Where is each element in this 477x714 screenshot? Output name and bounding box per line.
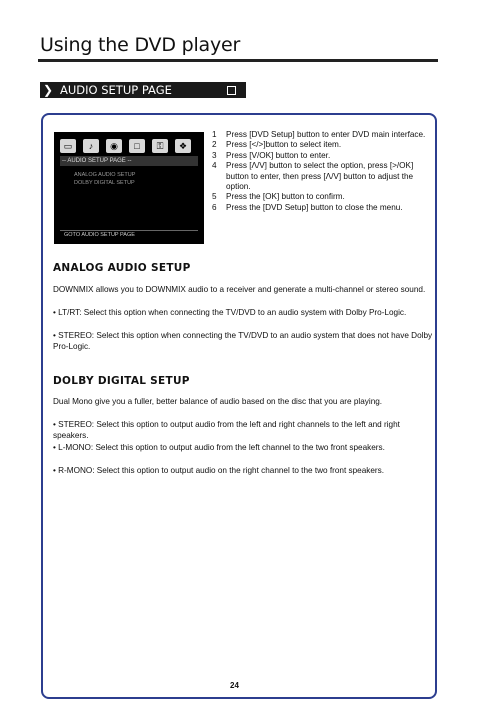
analog-bullet-ltrt: • LT/RT: Select this option when connecting the TV/DVD to an audio system with Dolby Pro-Logic. (53, 308, 407, 317)
osd-header: -- AUDIO SETUP PAGE -- (60, 156, 198, 166)
osd-menu-item-dolby: DOLBY DIGITAL SETUP (74, 180, 135, 186)
tv-icon: ▭ (60, 139, 76, 153)
square-icon (227, 86, 236, 95)
step-item: 4 Press [Λ/V] button to select the option, press [>/OK] button to enter, then press [Λ/V] button to adjust the option. (212, 161, 414, 192)
step-item: 1 Press [DVD Setup] button to enter DVD main interface. (212, 130, 426, 139)
dolby-intro: Dual Mono give you a fuller, better balance of audio based on the disc that you are playing. (53, 397, 383, 406)
page-title: Using the DVD player (40, 34, 241, 56)
step-item: 5 Press the [OK] button to confirm. (212, 192, 345, 202)
osd-icon-row (60, 138, 200, 154)
dolby-icon: ◉ (106, 139, 122, 153)
dolby-digital-heading: DOLBY DIGITAL SETUP (53, 375, 190, 387)
dolby-bullet-lmono: • L-MONO: Select this option to output audio from the left channel to the two front speakers. (53, 443, 385, 452)
page-number: 24 (230, 681, 239, 690)
osd-screenshot (54, 132, 204, 244)
section-bar-label: AUDIO SETUP PAGE (60, 83, 172, 97)
analog-audio-heading: ANALOG AUDIO SETUP (53, 262, 191, 274)
arrow-right-icon: ❯ (43, 83, 54, 97)
step-item: 2 Press [</>]button to select item. (212, 140, 342, 150)
title-rule (38, 59, 438, 62)
dolby-bullet-stereo: • STEREO: Select this option to output audio from the left and right channels to the left and right speakers. (53, 420, 400, 441)
tools-icon: ❖ (175, 139, 191, 153)
lock-icon: ⚿ (152, 139, 168, 153)
analog-bullet-stereo: • STEREO: Select this option when connecting the TV/DVD to an audio system that does not have Dolby Pro-Logic. (53, 331, 433, 352)
osd-footer: GOTO AUDIO SETUP PAGE (60, 230, 198, 239)
speaker-icon: ♪ (83, 139, 99, 153)
analog-intro: DOWNMIX allows you to DOWNMIX audio to a receiver and generate a multi-channel or stereo sound. (53, 285, 426, 294)
dolby-bullet-rmono: • R-MONO: Select this option to output audio on the right channel to the two front speakers. (53, 466, 385, 475)
display-icon: □ (129, 139, 145, 153)
section-bar (40, 82, 246, 98)
osd-menu-item-analog: ANALOG AUDIO SETUP (74, 172, 136, 178)
step-item: 6 Press the [DVD Setup] button to close the menu. (212, 202, 403, 212)
step-item: 3 Press [V/OK] button to enter. (212, 150, 331, 160)
steps-list (212, 130, 434, 213)
